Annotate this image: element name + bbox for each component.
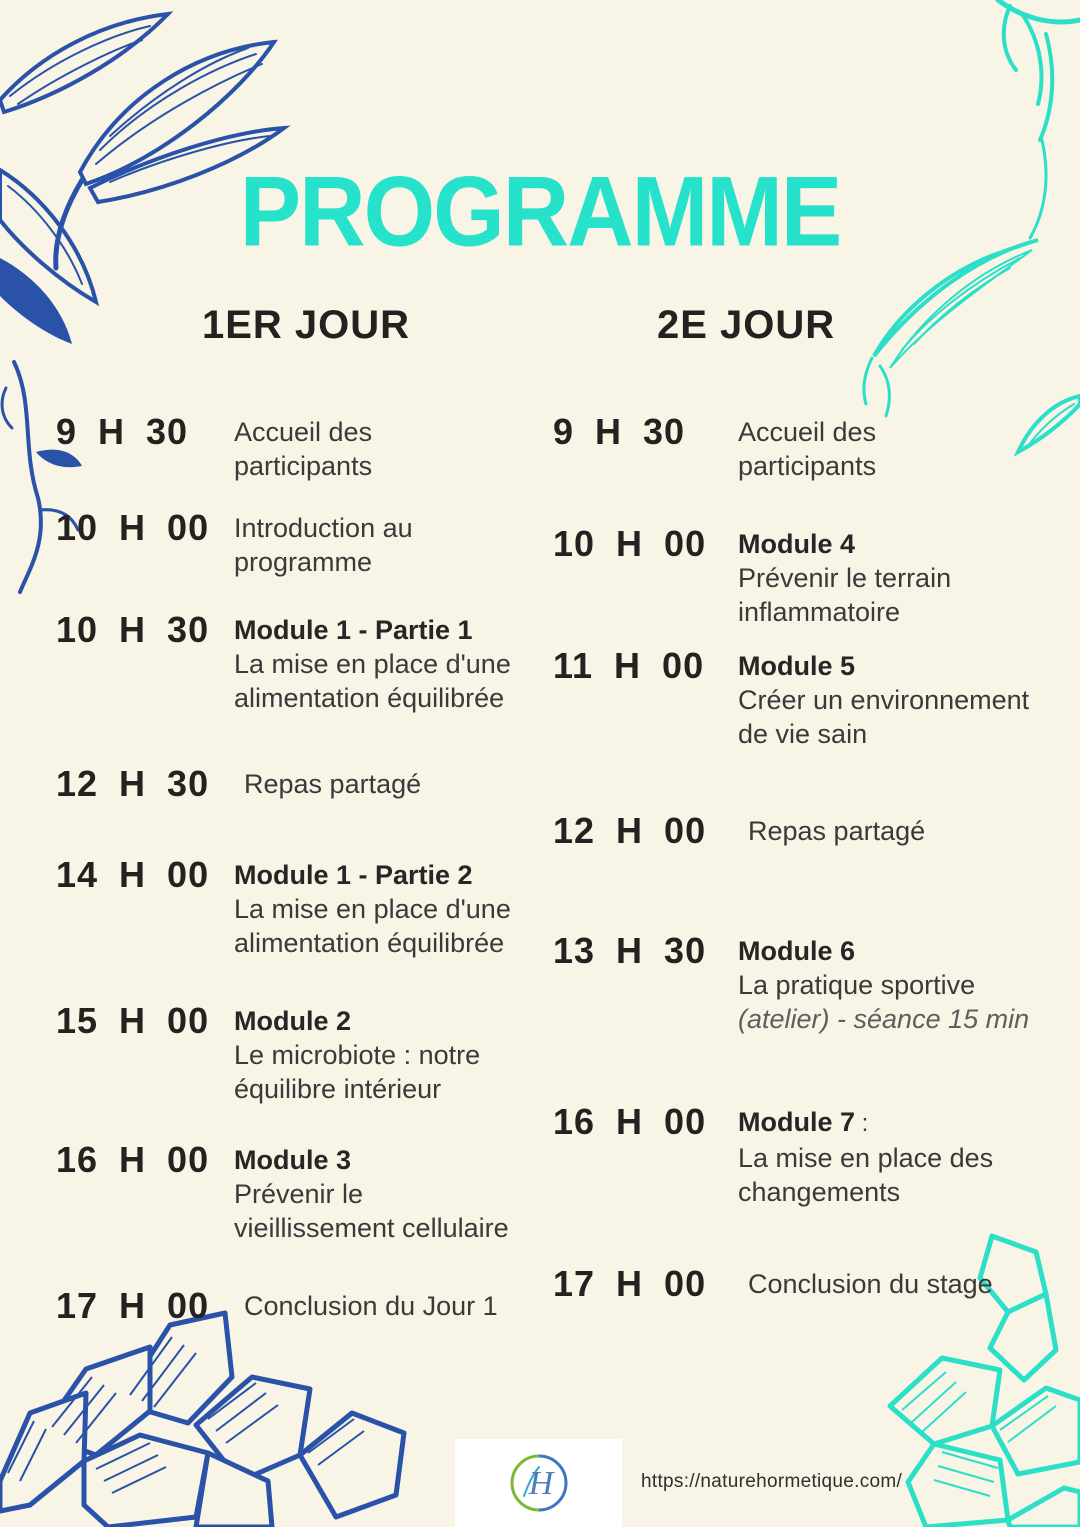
item-description — [738, 1266, 993, 1301]
website-url-link[interactable]: https://naturehormetique.com/ — [641, 1471, 903, 1492]
time-label: 10 H 30 — [56, 609, 210, 650]
item-title: Module 6 — [738, 936, 856, 966]
item-line: programme — [234, 547, 373, 577]
item-line: participants — [738, 451, 877, 481]
item-line: Accueil des — [234, 417, 373, 447]
time-label: 15 H 00 — [56, 1000, 210, 1041]
item-title: Module 1 - Partie 1 — [234, 615, 473, 645]
item-description — [234, 414, 372, 483]
schedule-item — [56, 763, 422, 804]
item-title: Module 2 — [234, 1006, 352, 1036]
item-title-line — [738, 1105, 993, 1141]
item-line: Repas partagé — [244, 769, 422, 799]
item-description — [234, 1003, 480, 1106]
item-line: Introduction au — [234, 513, 413, 543]
item-line: Créer un environnement — [738, 685, 1030, 715]
schedule-item — [56, 609, 511, 715]
schedule-item — [553, 411, 877, 483]
schedule-item — [56, 854, 511, 960]
item-title: Module 4 — [738, 529, 856, 559]
item-description — [738, 414, 876, 483]
item-line: La mise en place d'une — [234, 649, 511, 679]
item-line: La mise en place des — [738, 1143, 994, 1173]
time-label: 10 H 00 — [56, 507, 210, 548]
item-description — [234, 1288, 498, 1323]
time-label: 16 H 00 — [553, 1101, 707, 1142]
item-line: La pratique sportive — [738, 970, 976, 1000]
time-label: 10 H 00 — [553, 523, 707, 564]
time-label: 12 H 00 — [553, 810, 707, 851]
item-line: participants — [234, 451, 373, 481]
schedule-item — [553, 523, 952, 629]
item-line: équilibre intérieur — [234, 1074, 442, 1104]
item-line: changements — [738, 1177, 901, 1207]
item-title: Module 7 — [738, 1107, 856, 1137]
time-label: 17 H 00 — [553, 1263, 707, 1304]
schedule-item — [553, 1263, 993, 1304]
item-line: Conclusion du Jour 1 — [244, 1291, 498, 1321]
time-label: 11 H 00 — [553, 645, 705, 686]
item-description — [738, 526, 951, 629]
item-line: alimentation équilibrée — [234, 683, 505, 713]
time-label: 16 H 00 — [56, 1139, 210, 1180]
day1-header: 1ER JOUR — [202, 303, 411, 347]
item-line: Conclusion du stage — [748, 1269, 993, 1299]
item-note: (atelier) - séance 15 min — [738, 1004, 1030, 1034]
time-label: 13 H 30 — [553, 930, 707, 971]
item-description — [234, 857, 511, 960]
schedule-item — [56, 1000, 481, 1106]
item-line: Prévenir le — [234, 1179, 364, 1209]
item-description — [738, 933, 1029, 1036]
item-description — [738, 1104, 993, 1209]
item-line: Prévenir le terrain — [738, 563, 952, 593]
item-title-suffix: : — [855, 1110, 869, 1137]
logo-monogram: H — [528, 1465, 553, 1502]
item-description — [234, 766, 421, 801]
item-line: de vie sain — [738, 719, 868, 749]
item-description — [234, 1142, 509, 1245]
item-title: Module 1 - Partie 2 — [234, 860, 473, 890]
item-description — [234, 612, 511, 715]
schedule-item — [553, 1101, 994, 1209]
schedule-item — [56, 1139, 509, 1245]
item-line: Accueil des — [738, 417, 877, 447]
item-line: alimentation équilibrée — [234, 928, 505, 958]
day2-header: 2E JOUR — [657, 303, 836, 347]
time-label: 14 H 00 — [56, 854, 210, 895]
schedule-item — [553, 645, 1030, 751]
item-line: Le microbiote : notre — [234, 1040, 481, 1070]
page-title: PROGRAMME — [239, 157, 841, 268]
item-line: vieillissement cellulaire — [234, 1213, 509, 1243]
time-label: 9 H 30 — [56, 411, 189, 452]
schedule-item — [553, 930, 1030, 1036]
logo-panel — [455, 1439, 622, 1527]
nature-hormetique-logo-icon — [508, 1452, 570, 1514]
item-title: Module 3 — [234, 1145, 352, 1175]
item-line: La mise en place d'une — [234, 894, 511, 924]
item-line: Repas partagé — [748, 816, 926, 846]
item-title: Module 5 — [738, 651, 856, 681]
schedule-item — [553, 810, 926, 851]
item-description — [738, 648, 1029, 751]
item-description — [738, 813, 925, 848]
item-description — [234, 510, 413, 579]
schedule-item — [56, 1285, 498, 1326]
item-line: inflammatoire — [738, 597, 901, 627]
schedule-item — [56, 507, 413, 579]
time-label: 12 H 30 — [56, 763, 210, 804]
schedule-item — [56, 411, 373, 483]
time-label: 9 H 30 — [553, 411, 686, 452]
time-label: 17 H 00 — [56, 1285, 210, 1326]
